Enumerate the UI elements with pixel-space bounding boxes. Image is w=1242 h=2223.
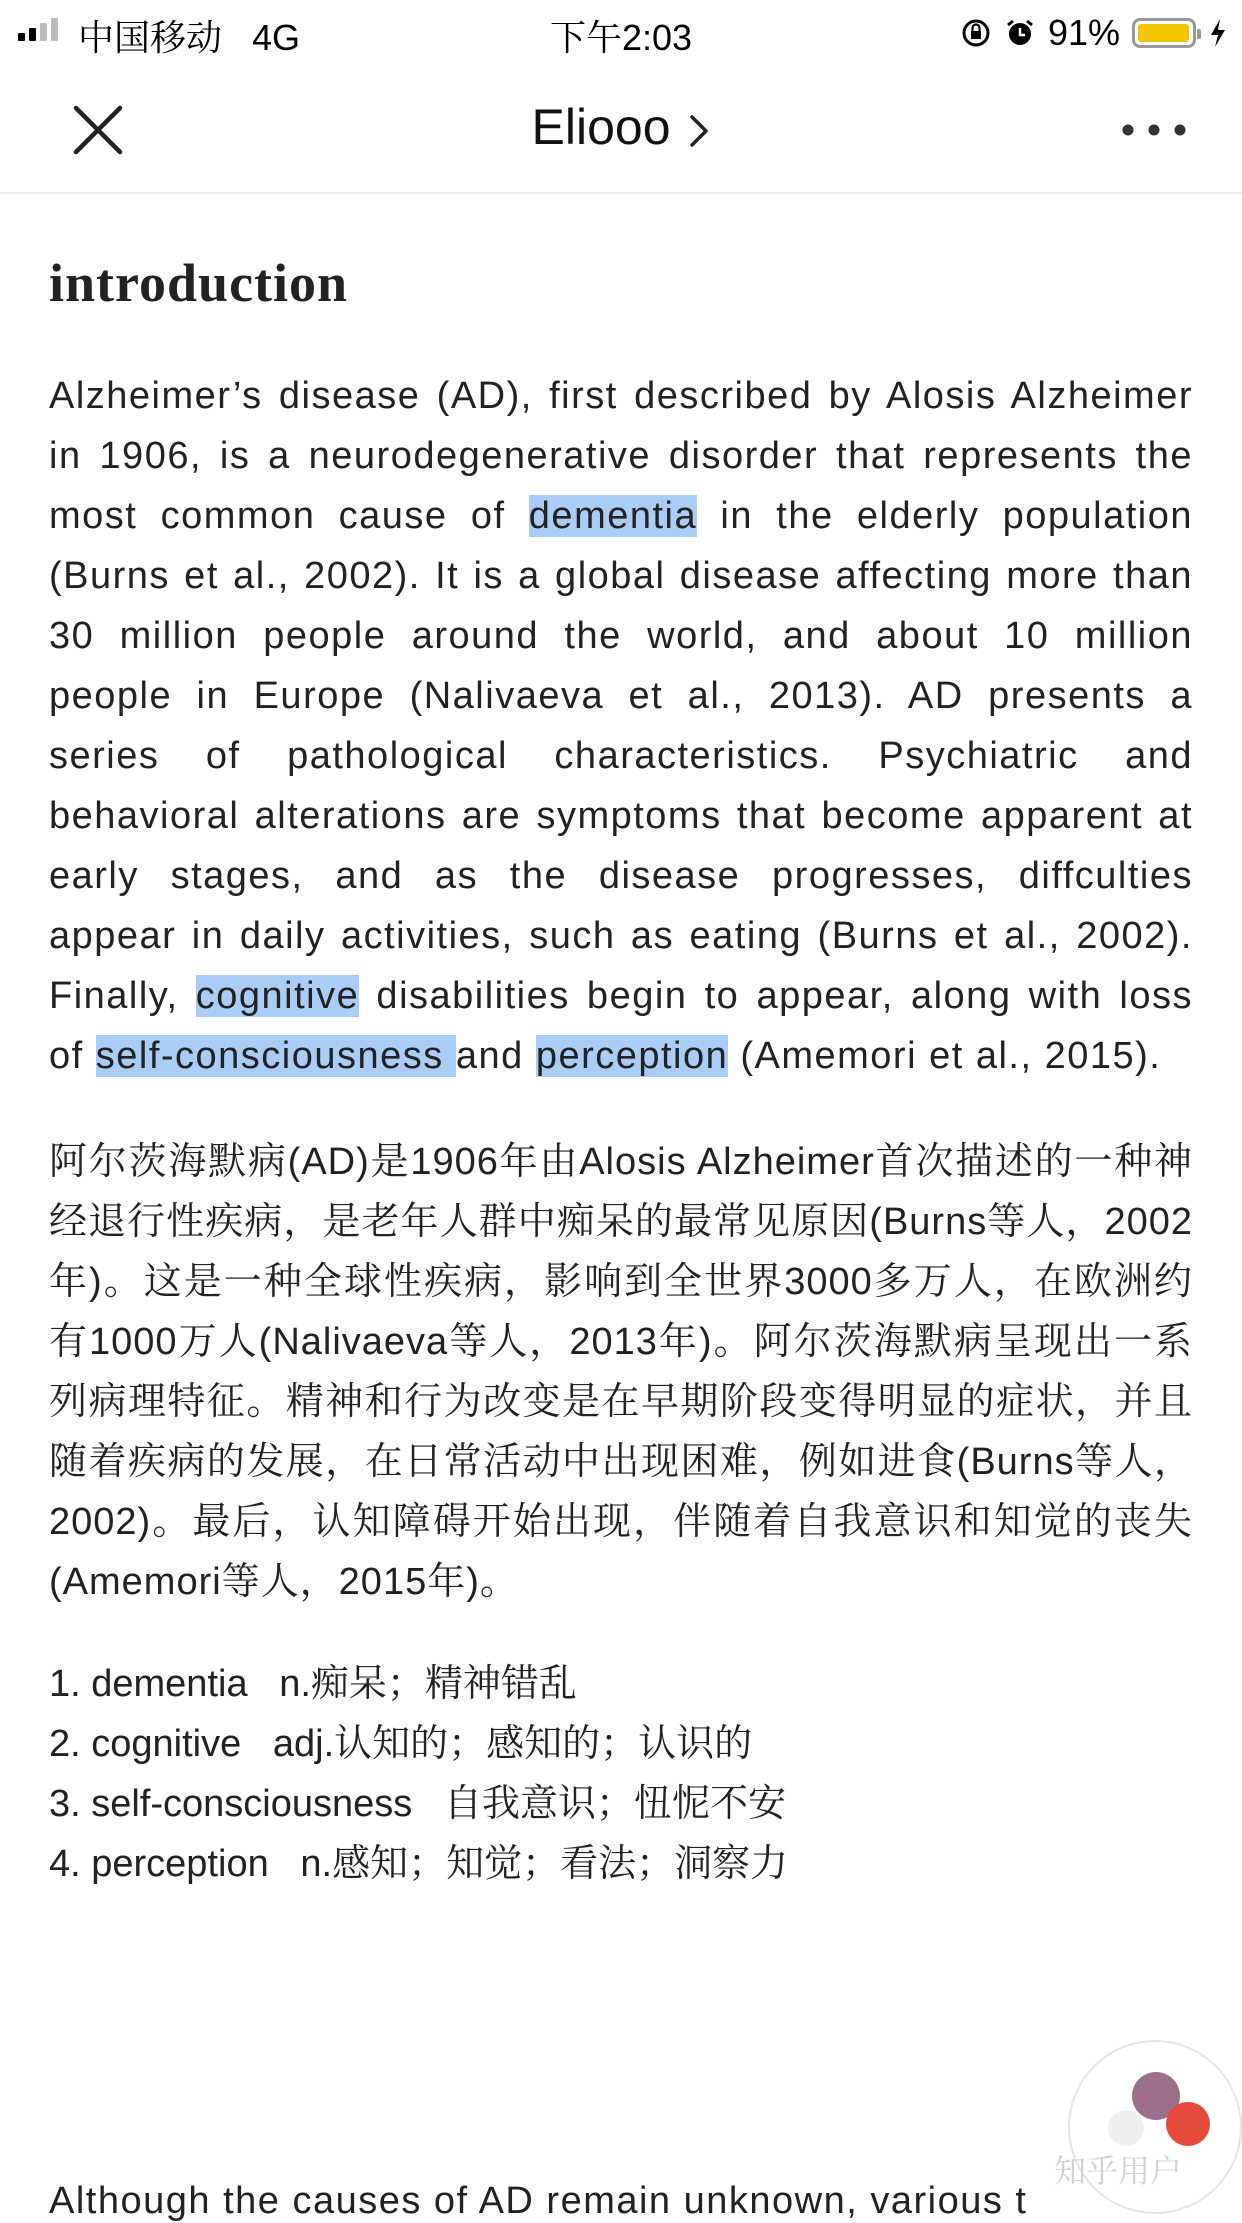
status-right <box>960 12 1228 54</box>
highlight-dementia: dementia <box>528 495 698 537</box>
watermark: 知乎用户 <box>1054 2153 1183 2189</box>
highlight-cognitive: cognitive <box>195 975 360 1017</box>
chinese-paragraph: 阿尔茨海默病(AD)是1906年由Alosis Alzheimer首次描述的一种神经退行性疾病，是老年人群中痴呆的最常见原因(Burns等人，2002年)。这是一种全球性疾病，影响到全世界3000多万人，在欧洲约有1000万人(Nalivaeva等人，2013年)。阿尔茨海默病呈现出一系列病理特征。精神和行为改变是在早期阶段变得明显的症状，并且随着疾病的发展，在日常活动中出现困难，例如进食(Burns等人，2002)。最后，认知障碍开始出现，伴随着自我意识和知觉的丧失(Amemori等人，2015年)。 <box>49 1141 1193 1603</box>
battery-icon <box>1132 18 1196 48</box>
nav-bar <box>0 62 1242 194</box>
clock: 下午2:03 <box>549 17 693 58</box>
profile-title[interactable] <box>0 98 1242 156</box>
page-title[interactable]: Eliooo <box>531 99 671 155</box>
vocabulary-list <box>49 1654 1193 1894</box>
status-bar <box>0 0 1242 62</box>
vocab-item: 4. perception n.感知；知觉；看法；洞察力 <box>49 1843 789 1885</box>
highlight-self-consciousness: self-consciousness <box>95 1035 456 1077</box>
vocab-item: 1. dementia n.痴呆；精神错乱 <box>49 1663 577 1705</box>
vocab-item: 3. self-consciousness 自我意识；忸怩不安 <box>49 1783 786 1825</box>
english-paragraph: Alzheimer’s disease (AD), first described by Alosis Alzheimer in 1906, is a neurodegenerative disorder that represents the most common cause of dementia in the elderly population (Burns et al., 2002). It is a global disease affecting more than 30 million people around the world, and about 10 million people in Europe (Nalivaeva et al., 2013). AD presents a series of pathological characteristics. Psychiatric and behavioral alterations are symptoms that become apparent at early stages, and as the disease progresses, diffculties appear in daily activities, such as eating (Burns et al., 2002). Finally, cognitive disabilities begin to appear, along with loss of self-consciousness and perception (Amemori et al., 2015). <box>49 375 1193 1077</box>
vocab-item: 2. cognitive adj.认知的；感知的；认识的 <box>49 1723 753 1765</box>
network-label: 4G <box>252 17 301 58</box>
next-paragraph-partial: Although the causes of AD remain unknown, various t <box>49 2180 1028 2222</box>
charging-icon <box>1208 17 1228 49</box>
article-body <box>49 192 1193 1894</box>
alarm-icon <box>1004 17 1036 49</box>
floating-widget[interactable] <box>1054 2040 1242 2208</box>
battery-percent: 91% <box>1047 12 1120 53</box>
link-icon[interactable] <box>1108 2110 1144 2146</box>
gift-icon[interactable] <box>1166 2102 1210 2146</box>
more-icon[interactable] <box>1118 110 1190 150</box>
article-heading: introduction <box>49 253 349 313</box>
highlight-perception: perception <box>535 1035 729 1077</box>
chevron-right-icon[interactable] <box>688 111 710 151</box>
rotation-lock-icon <box>960 17 992 49</box>
carrier-label: 中国移动 4G <box>78 17 301 58</box>
